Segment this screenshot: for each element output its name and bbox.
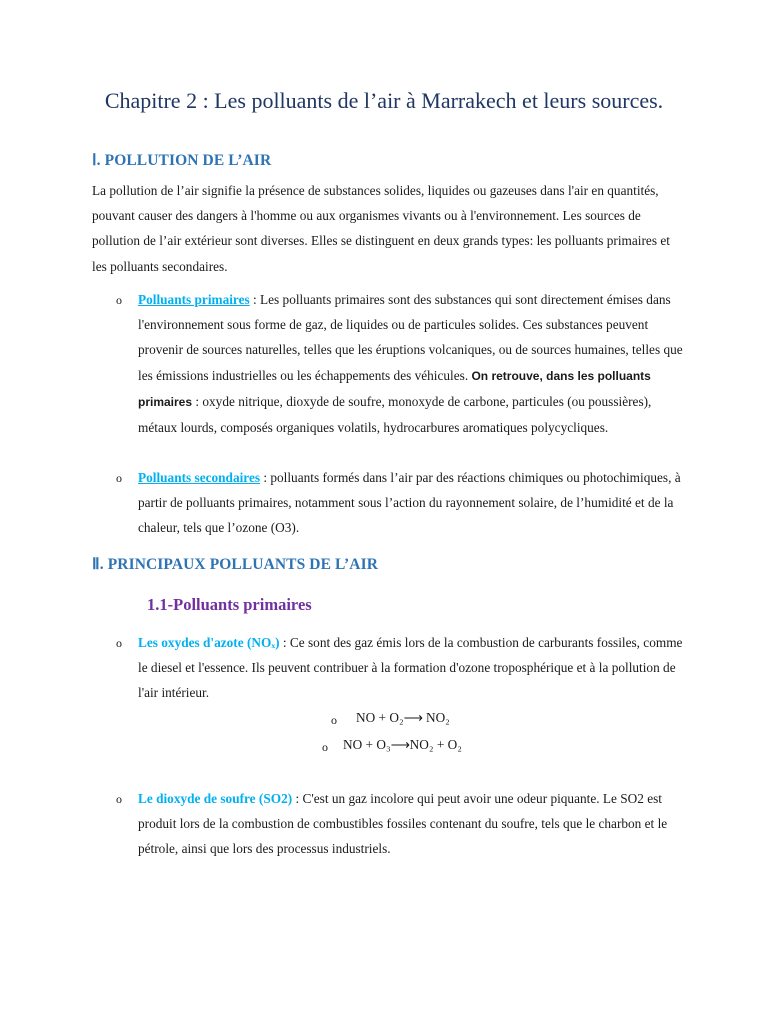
- page-title: Chapitre 2 : Les polluants de l’air à Marrakech et leurs sources.: [104, 88, 664, 113]
- bullet-marker: o: [116, 792, 122, 806]
- term-oxydes-azote: Les oxydes d'azote (NOₓ): [138, 635, 280, 650]
- term-polluants-primaires[interactable]: Polluants primaires: [138, 292, 250, 307]
- section-2-heading: [92, 555, 378, 574]
- subsection-heading: 1.1-Polluants primaires: [147, 595, 312, 614]
- list-item-nox: [138, 630, 684, 706]
- list-item-text: : C'est un gaz incolore qui peut avoir une odeur piquante. Le SO2 est produit lors de la combustion de combustibles fossiles contenant du soufre, tels que le charbon et le pétrole, ainsi que lors des processus industriels.: [138, 791, 668, 857]
- list-item-secondary-pollutants: [138, 465, 684, 541]
- bullet-marker: o: [116, 293, 122, 307]
- list-item-text: : Ce sont des gaz émis lors de la combustion de carburants fossiles, comme le diesel et l'essence. Ils peuvent contribuer à la formation d'ozone troposphérique et à la pollution de l'air intérieur.: [138, 635, 683, 701]
- term-polluants-secondaires[interactable]: Polluants secondaires: [138, 470, 261, 485]
- list-item-text: : polluants formés dans l’air par des réactions chimiques ou photochimiques, à partir de polluants primaires, notamment sous l’action du rayonnement solaire, de l’humidité et de la chaleur, tels que l’ozone (O3).: [138, 470, 681, 536]
- section-2-number: Ⅱ.: [92, 556, 104, 573]
- bullet-marker: o: [116, 471, 122, 485]
- equation-2: NO + O₃⟶NO₂ + O₂: [343, 737, 462, 752]
- list-item-emphasis: On retrouve, dans les polluants primaires: [138, 368, 651, 409]
- equation-1: NO + O₂⟶ NO₂: [356, 710, 450, 725]
- equation-marker: o: [331, 713, 337, 727]
- list-item-text: : Les polluants primaires sont des substances qui sont directement émises dans l'environnement sous forme de gaz, de liquides ou de particules solides. Ces substances peuvent provenir de sources naturelles, telles que les éruptions volcaniques, ou de sources humaines, telles que les émissions industrielles ou les échappements des véhicules.: [138, 292, 683, 383]
- section-1-heading: [92, 151, 271, 170]
- list-item-primary-pollutants: [138, 287, 684, 440]
- equation-marker: o: [322, 740, 328, 754]
- section-1-number: Ⅰ.: [92, 152, 101, 169]
- section-1-title: POLLUTION DE L’AIR: [104, 152, 272, 169]
- list-item-tail: : oxyde nitrique, dioxyde de soufre, monoxyde de carbone, particules (ou poussières), métaux lourds, composés organiques volatils, hydrocarbures aromatiques polycycliques.: [138, 393, 652, 436]
- list-item-so2: [138, 786, 684, 862]
- section-1-intro: La pollution de l’air signifie la présence de substances solides, liquides ou gazeuses dans l'air en quantités, pouvant causer des dangers à l'homme ou aux organismes vivants ou à l'environnement. Les sources de pollution de l’air extérieur sont diverses. Elles se distinguent en deux grands types: les polluants primaires et les polluants secondaires.: [92, 183, 670, 274]
- bullet-marker: o: [116, 636, 122, 650]
- term-dioxyde-soufre: Le dioxyde de soufre (SO2): [138, 791, 293, 806]
- section-2-title: PRINCIPAUX POLLUANTS DE L’AIR: [107, 556, 379, 573]
